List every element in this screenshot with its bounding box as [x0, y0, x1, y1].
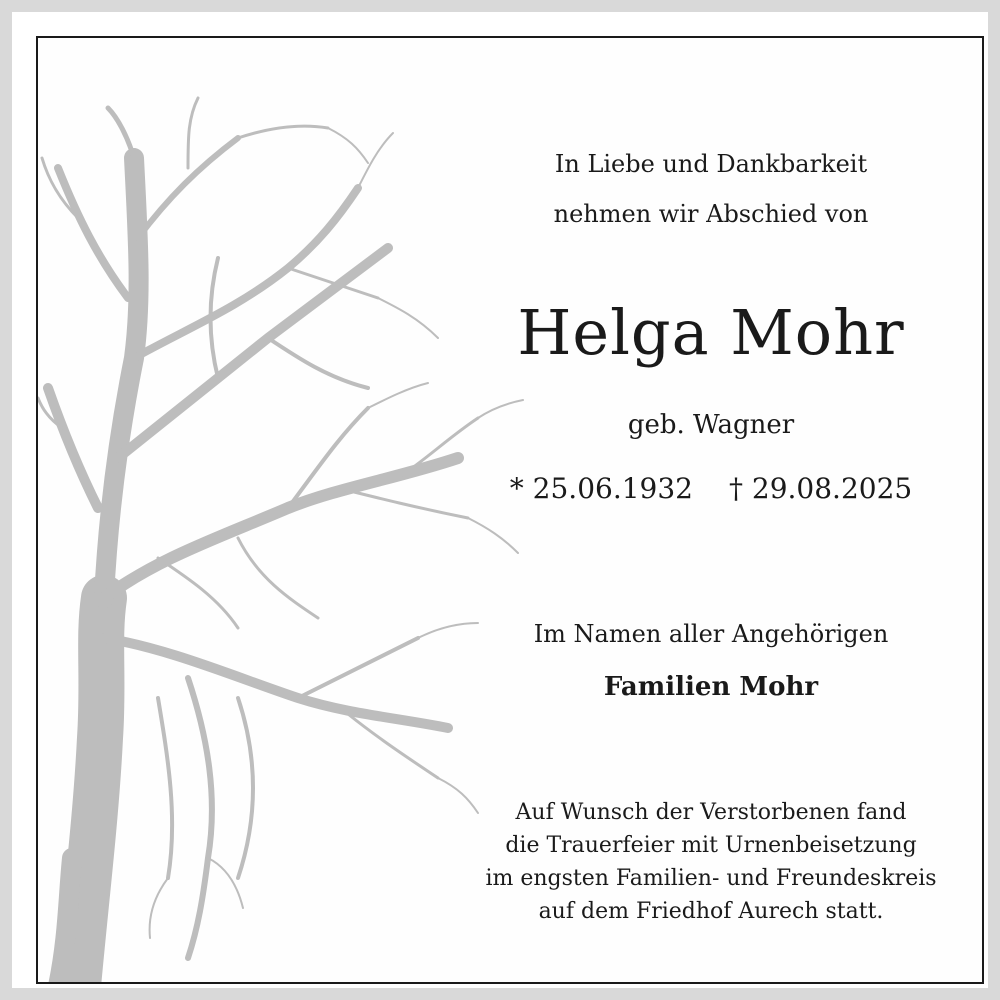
death-date: † 29.08.2025: [729, 472, 913, 505]
deceased-name: Helga Mohr: [517, 296, 905, 369]
family-intro: Im Namen aller Angehörigen: [533, 620, 889, 648]
notice-line-4: auf dem Friedhof Aurech statt.: [538, 899, 884, 924]
notice-line-2: die Trauerfeier mit Urnenbeisetzung: [505, 833, 917, 858]
life-dates: [438, 472, 984, 505]
maiden-name: geb. Wagner: [627, 410, 795, 440]
obituary-text: [438, 38, 984, 984]
intro-line-2: nehmen wir Abschied von: [553, 200, 869, 228]
notice-line-3: im engsten Familien- und Freundeskreis: [485, 866, 937, 891]
birth-date: * 25.06.1932: [509, 472, 693, 505]
intro-line-1: In Liebe und Dankbarkeit: [554, 150, 868, 178]
family-name: Familien Mohr: [603, 672, 819, 702]
obituary-frame: [36, 36, 984, 984]
notice-line-1: Auf Wunsch der Verstorbenen fand: [515, 800, 907, 825]
obituary-card: [12, 12, 988, 988]
